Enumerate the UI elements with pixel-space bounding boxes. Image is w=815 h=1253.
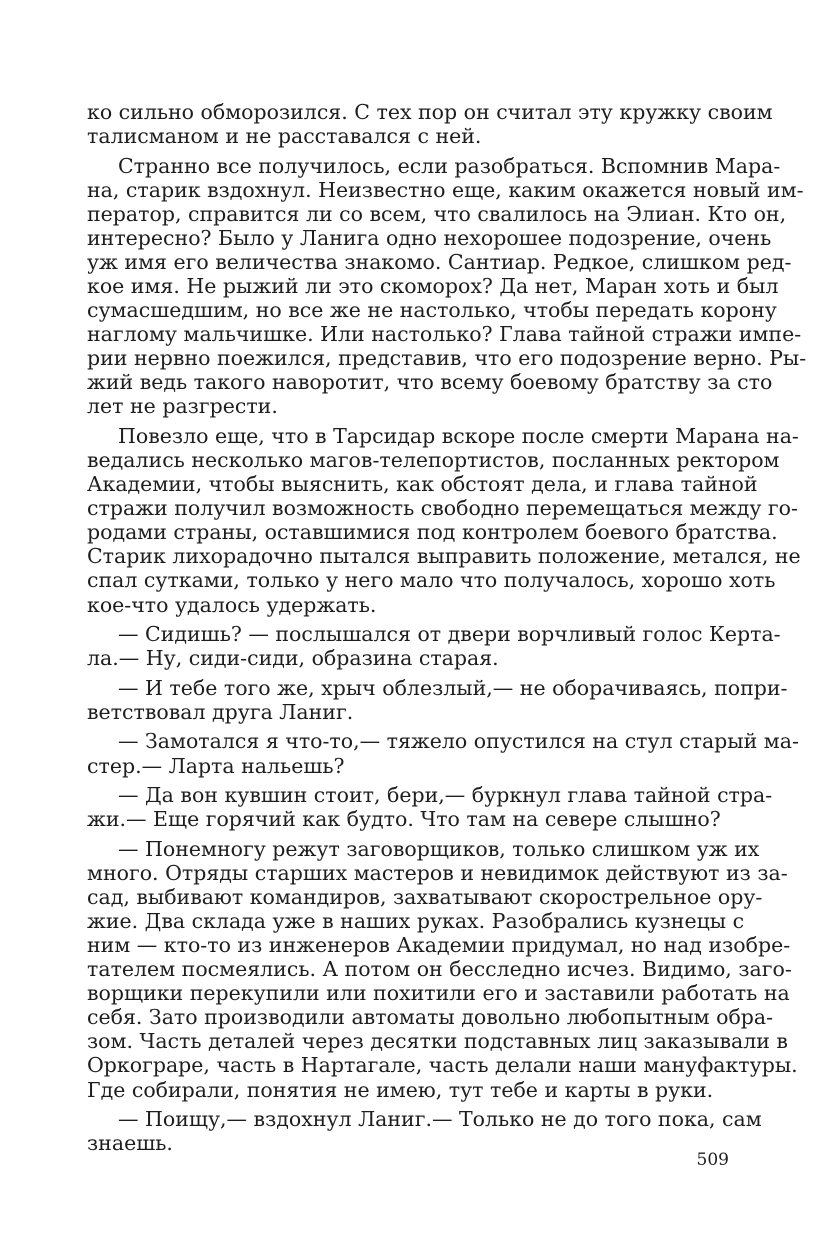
text-line: талисманом и не расставался с ней. xyxy=(87,124,482,149)
text-line: Старик лихорадочно пытался выправить положение, метался, не xyxy=(87,544,801,569)
text-line: Академии, чтобы выяснить, как обстоят дела, и глава тайной xyxy=(87,472,758,497)
text-line: ла.— Ну, сиди-сиди, образина старая. xyxy=(87,646,499,671)
text-line: ветствовал друга Ланиг. xyxy=(87,699,354,724)
text-line: — Сидишь? — послышался от двери ворчливый голос Керта- xyxy=(118,622,781,647)
paragraph xyxy=(87,729,799,778)
text-line: Странно все получилось, если разобраться. Вспомнив Мара- xyxy=(118,153,781,178)
text-line: сумасшедшим, но все же не настолько, чтобы передать корону xyxy=(87,298,777,323)
text-line: — Замотался я что-то,— тяжело опустился на стул старый ма- xyxy=(118,729,799,754)
text-line: сад, выбивают командиров, захватывают скорострельное ору- xyxy=(87,884,763,909)
text-line: спал сутками, только у него мало что получалось, хорошо хоть xyxy=(87,568,776,593)
paragraph xyxy=(87,153,807,419)
text-line: стер.— Ларта нальешь? xyxy=(87,753,345,778)
text-line: интересно? Было у Ланига одно нехорошее подозрение, очень xyxy=(87,225,772,250)
text-line: себя. Зато производили автоматы довольно любопытным обра- xyxy=(87,1005,774,1030)
text-line: ним — кто-то из инженеров Академии придумал, но над изобре- xyxy=(87,933,791,958)
text-line: — Понемногу режут заговорщиков, только слишком уж их xyxy=(118,836,760,861)
text-line: родами страны, оставшимися под контролем боевого братства. xyxy=(87,520,778,545)
text-line: на, старик вздохнул. Неизвестно еще, каким окажется новый им- xyxy=(87,177,804,202)
text-line: кое имя. Не рыжий ли это скоморох? Да нет, Маран хоть и был xyxy=(87,274,779,299)
text-line: тателем посмеялись. А потом он бесследно исчез. Видимо, заго- xyxy=(87,957,792,982)
text-line: жие. Два склада уже в наших руках. Разобрались кузнецы с xyxy=(87,909,745,933)
text-line: жи.— Еще горячий как будто. Что там на севере слышно? xyxy=(87,807,721,832)
text-line: знаешь. xyxy=(87,1131,173,1156)
text-line: Повезло еще, что в Тарсидар вскоре после смерти Марана на- xyxy=(118,424,799,449)
text-line: — Поищу,— вздохнул Ланиг.— Только не до того пока, сам xyxy=(118,1107,762,1132)
page-body-text xyxy=(87,100,807,1156)
text-line: Оркограре, часть в Нартагале, часть делали наши мануфактуры. xyxy=(87,1053,798,1078)
text-line: уж имя его величества знакомо. Сантиар. Редкое, слишком ред- xyxy=(87,249,792,274)
text-line: ворщики перекупили или похитили его и заставили работать на xyxy=(87,981,790,1006)
paragraph xyxy=(87,836,798,1102)
text-line: Где собирали, понятия не имею, тут тебе и карты в руки. xyxy=(87,1077,714,1102)
text-line: много. Отряды старших мастеров и невидимок действуют из за- xyxy=(87,860,788,885)
text-line: ведались несколько магов-телепортистов, посланных ректором xyxy=(87,448,780,473)
text-line: ператор, справится ли со всем, что свалилось на Элиан. Кто он, xyxy=(87,201,787,226)
text-line: — Да вон кувшин стоит, бери,— буркнул глава тайной стра- xyxy=(118,783,773,808)
text-line: кое-что удалось удержать. xyxy=(87,592,377,617)
text-line: ко сильно обморозился. С тех пор он считал эту кружку своим xyxy=(87,100,773,124)
text-line: стражи получил возможность свободно перемещаться между го- xyxy=(87,496,798,521)
text-line: рии нервно поежился, представив, что его подозрение верно. Ры- xyxy=(87,346,807,371)
text-line: лет не разгрести. xyxy=(87,394,278,419)
paragraph xyxy=(87,1107,762,1156)
text-line: наглому мальчишке. Или настолько? Глава тайной стражи импе- xyxy=(87,322,802,347)
text-line: — И тебе того же, хрыч облезлый,— не оборачиваясь, попри- xyxy=(118,675,788,700)
paragraph xyxy=(87,675,788,724)
paragraph xyxy=(87,622,781,671)
text-line: зом. Часть деталей через десятки подставных лиц заказывали в xyxy=(87,1029,788,1054)
text-line: жий ведь такого наворотит, что всему боевому братству за сто xyxy=(87,370,773,395)
page-number: 509 xyxy=(696,1150,729,1170)
paragraph xyxy=(87,100,773,149)
paragraph xyxy=(87,783,773,832)
paragraph xyxy=(87,424,801,617)
